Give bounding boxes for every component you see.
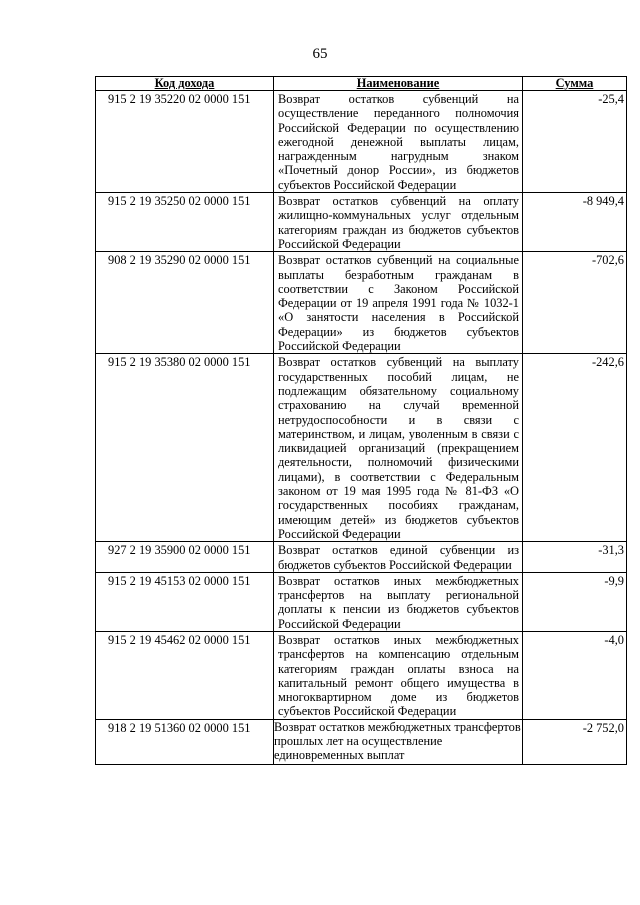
- page-number: 65: [312, 46, 328, 62]
- income-name: Возврат остатков единой субвенции из бюджетов субъектов Российской Федерации: [274, 542, 523, 573]
- income-name: Возврат остатков субвенций на выплату государственных пособий лицам, не подлежащим обязательному социальному страхованию на случай временной нетрудоспособности и в связи с материнством, и лицам, уволенным в связи с ликвидацией организаций (прекращением деятельности, полномочий физическими лицами), в соответствии с Федеральным законом от 19 мая 1995 года № 81-ФЗ «О государственных пособиях гражданам, имеющим детей» из бюджетов субъектов Российской Федерации: [274, 354, 523, 542]
- header-code: Код дохода: [96, 77, 274, 91]
- income-table: [95, 76, 627, 765]
- income-code: 915 2 19 35250 02 0000 151: [96, 193, 274, 252]
- income-code: 927 2 19 35900 02 0000 151: [96, 542, 274, 573]
- table-row: [96, 252, 627, 354]
- table-row: [96, 631, 627, 719]
- income-name: Возврат остатков иных межбюджетных трансфертов на компенсацию отдельным категориям граждан оплаты взноса на капитальный ремонт общего имущества в многоквартирном доме из бюджетов субъектов Российской Федерации: [274, 631, 523, 719]
- income-code: 918 2 19 51360 02 0000 151: [96, 719, 274, 764]
- income-code: 908 2 19 35290 02 0000 151: [96, 252, 274, 354]
- table-row: [96, 193, 627, 252]
- income-name: Возврат остатков иных межбюджетных трансфертов на выплату региональной доплаты к пенсии из бюджетов субъектов Российской Федерации: [274, 572, 523, 631]
- income-amount: -8 949,4: [523, 193, 627, 252]
- header-name: Наименование: [274, 77, 523, 91]
- income-code: 915 2 19 45153 02 0000 151: [96, 572, 274, 631]
- income-name: Возврат остатков субвенций на осуществление переданного полномочия Российской Федерации по осуществлению ежегодной денежной выплаты лицам, награжденным нагрудным знаком «Почетный донор России», из бюджетов субъектов Российской Федерации: [274, 91, 523, 193]
- income-amount: -31,3: [523, 542, 627, 573]
- income-name: Возврат остатков межбюджетных трансфертов прошлых лет на осуществление единовременных выплат: [274, 719, 521, 763]
- income-amount: -702,6: [523, 252, 627, 354]
- income-amount: -25,4: [523, 91, 627, 193]
- income-name: Возврат остатков субвенций на социальные выплаты безработным гражданам в соответствии с Законом Российской Федерации от 19 апреля 1991 года № 1032-1 «О занятости населения в Российской Федерации» из бюджетов субъектов Российской Федерации: [274, 252, 523, 354]
- income-code: 915 2 19 35220 02 0000 151: [96, 91, 274, 193]
- table-header-row: [96, 77, 627, 91]
- income-name: Возврат остатков субвенций на оплату жилищно-коммунальных услуг отдельным категориям граждан из бюджетов субъектов Российской Федерации: [274, 193, 523, 252]
- table-row: [96, 91, 627, 193]
- income-code: 915 2 19 35380 02 0000 151: [96, 354, 274, 542]
- income-amount: -242,6: [523, 354, 627, 542]
- table-row: [96, 719, 627, 764]
- income-amount: -9,9: [523, 572, 627, 631]
- table-row: [96, 542, 627, 573]
- income-amount: -4,0: [523, 631, 627, 719]
- table-row: [96, 354, 627, 542]
- income-code: 915 2 19 45462 02 0000 151: [96, 631, 274, 719]
- header-amount: Сумма: [523, 77, 627, 91]
- income-name-cell: [274, 719, 523, 764]
- income-amount: -2 752,0: [523, 719, 627, 764]
- table-row: [96, 572, 627, 631]
